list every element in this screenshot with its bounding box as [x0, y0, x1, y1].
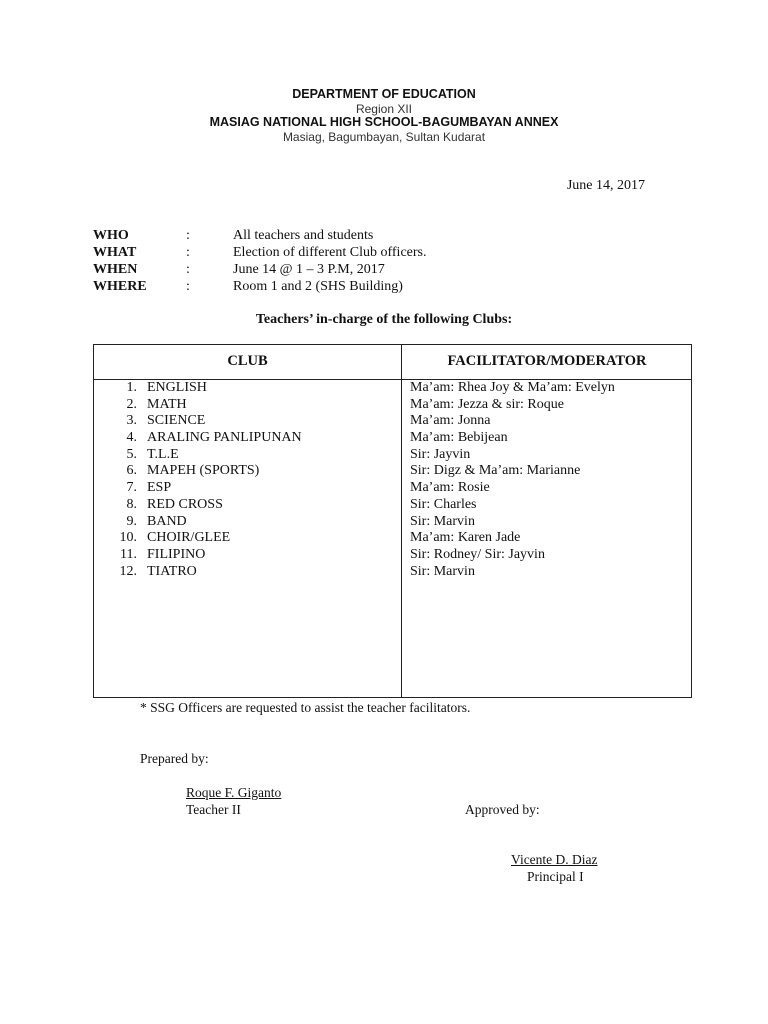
row-number: 4.	[126, 430, 137, 445]
detail-key: WHEN	[93, 262, 138, 277]
facilitator-name: Ma’am: Rosie	[410, 480, 490, 495]
detail-value: Room 1 and 2 (SHS Building)	[233, 279, 403, 294]
row-number: 12.	[119, 564, 137, 579]
table-row	[94, 530, 691, 547]
preparer-title: Teacher II	[186, 802, 241, 817]
facilitator-name: Ma’am: Bebijean	[410, 430, 508, 445]
row-number: 10.	[119, 530, 137, 545]
row-number: 2.	[126, 397, 137, 412]
row-number: 5.	[126, 447, 137, 462]
row-number: 9.	[126, 514, 137, 529]
club-name: TIATRO	[147, 564, 197, 579]
row-number: 1.	[126, 380, 137, 395]
row-number: 7.	[126, 480, 137, 495]
detail-key: WHERE	[93, 279, 147, 294]
memo-date: June 14, 2017	[566, 178, 645, 193]
row-number: 3.	[126, 413, 137, 428]
table-row	[94, 547, 691, 564]
table-row	[94, 413, 691, 430]
detail-value: All teachers and students	[233, 228, 374, 243]
clubs-table	[93, 344, 692, 698]
table-row	[94, 380, 691, 397]
school-address: Masiag, Bagumbayan, Sultan Kudarat	[282, 130, 486, 144]
facilitator-name: Ma’am: Jonna	[410, 413, 491, 428]
approver-name: Vicente D. Diaz	[511, 852, 598, 867]
clubs-subtitle: Teachers’ in-charge of the following Clubs:	[255, 312, 513, 327]
table-row	[94, 497, 691, 514]
detail-colon: :	[186, 245, 190, 260]
facilitator-name: Sir: Charles	[410, 497, 477, 512]
row-number: 6.	[126, 463, 137, 478]
facilitator-name: Sir: Rodney/ Sir: Jayvin	[410, 547, 545, 562]
preparer-name: Roque F. Giganto	[186, 785, 282, 800]
facilitator-name: Ma’am: Rhea Joy & Ma’am: Evelyn	[410, 380, 615, 395]
detail-colon: :	[186, 228, 190, 243]
detail-key: WHO	[93, 228, 129, 243]
detail-value: Election of different Club officers.	[233, 245, 427, 260]
detail-colon: :	[186, 279, 190, 294]
table-row	[94, 397, 691, 414]
club-name: CHOIR/GLEE	[147, 530, 231, 545]
club-name: MAPEH (SPORTS)	[147, 463, 260, 478]
facilitator-name: Sir: Marvin	[410, 564, 475, 579]
detail-colon: :	[186, 262, 190, 277]
facilitator-name: Sir: Jayvin	[410, 447, 471, 462]
prepared-by-label: Prepared by:	[140, 751, 209, 766]
club-name: ESP	[147, 480, 172, 495]
approved-by-label: Approved by:	[465, 802, 540, 817]
table-row	[94, 564, 691, 581]
club-name: ARALING PANLIPUNAN	[147, 430, 302, 445]
club-name: ENGLISH	[147, 380, 207, 395]
column-header-club: CLUB	[227, 353, 268, 369]
row-number: 8.	[126, 497, 137, 512]
school-heading: MASIAG NATIONAL HIGH SCHOOL-BAGUMBAYAN ANNEX	[209, 115, 559, 129]
detail-key: WHAT	[93, 245, 137, 260]
club-name: MATH	[147, 397, 187, 412]
facilitator-name: Ma’am: Jezza & sir: Roque	[410, 397, 564, 412]
table-row	[94, 430, 691, 447]
ssg-note: * SSG Officers are requested to assist the teacher facilitators.	[140, 700, 471, 715]
table-row	[94, 480, 691, 497]
club-name: BAND	[147, 514, 187, 529]
club-name: FILIPINO	[147, 547, 206, 562]
club-name: RED CROSS	[147, 497, 223, 512]
column-header-facilitator: FACILITATOR/MODERATOR	[447, 353, 647, 369]
department-heading: DEPARTMENT OF EDUCATION	[292, 87, 476, 101]
approver-title: Principal I	[527, 869, 584, 884]
table-row	[94, 447, 691, 464]
club-name: SCIENCE	[147, 413, 206, 428]
detail-value: June 14 @ 1 – 3 P.M, 2017	[233, 262, 385, 277]
region-heading: Region XII	[355, 102, 413, 116]
facilitator-name: Sir: Digz & Ma’am: Marianne	[410, 463, 581, 478]
row-number: 11.	[120, 547, 137, 562]
facilitator-name: Ma’am: Karen Jade	[410, 530, 521, 545]
table-row	[94, 514, 691, 531]
club-name: T.L.E	[147, 447, 179, 462]
facilitator-name: Sir: Marvin	[410, 514, 475, 529]
table-row	[94, 463, 691, 480]
